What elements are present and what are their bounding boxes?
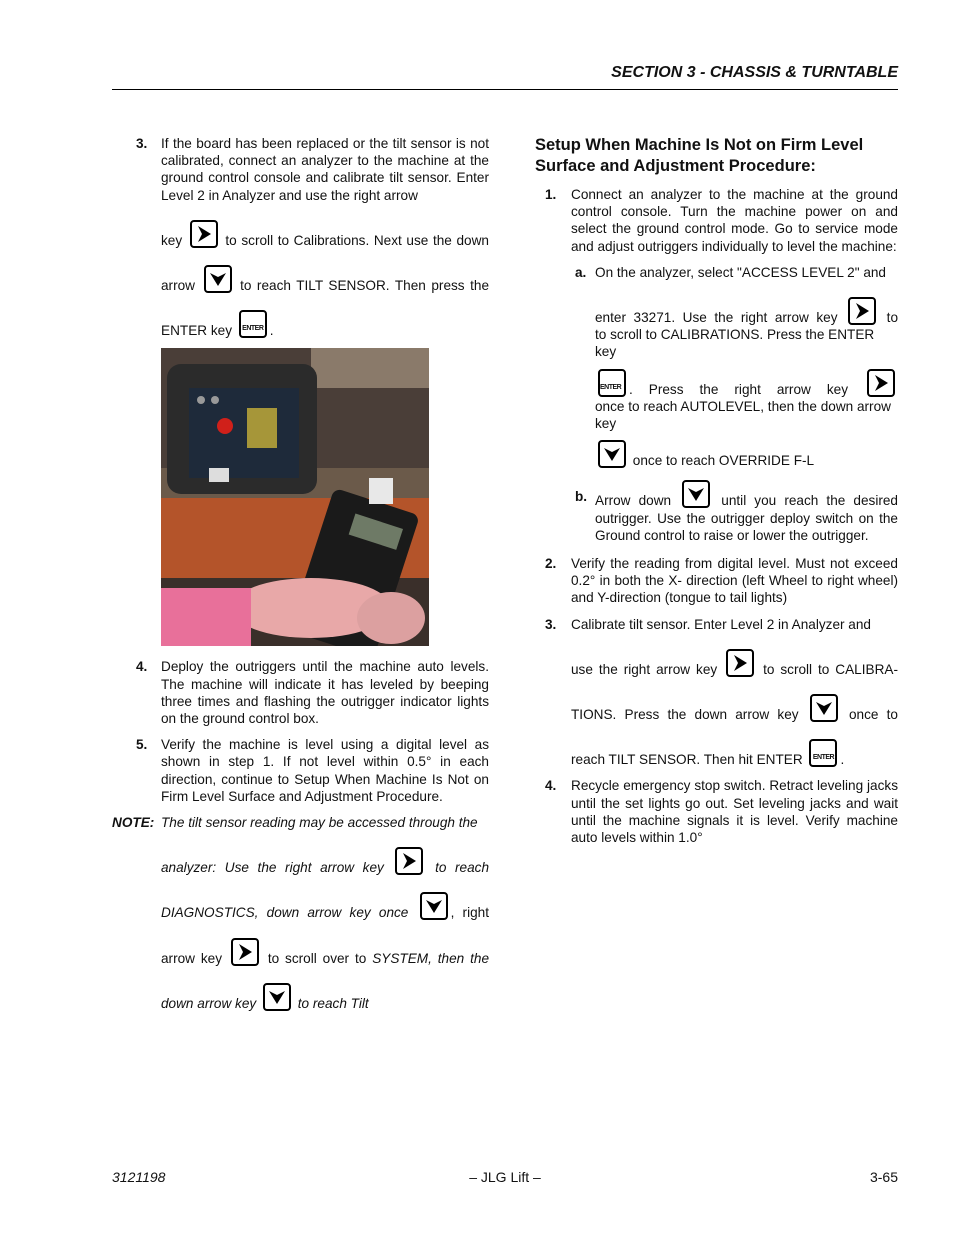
step-3-text-2: use the right arrow key xyxy=(571,661,718,677)
right-step-1 xyxy=(535,186,898,255)
down-arrow-key-icon xyxy=(420,892,448,920)
note-block xyxy=(112,814,489,1012)
substep-a-text-2: enter 33271. Use the right arrow key xyxy=(595,310,838,326)
note-text-4: DIAGNOSTICS, down arrow key once xyxy=(161,905,409,921)
right-arrow-key-icon xyxy=(867,369,895,397)
substep-a-line-2: enter 33271. Use the right arrow key to xyxy=(595,297,898,326)
substep-a-text-5: once to reach AUTOLEVEL, then the down arrow key xyxy=(595,398,891,432)
note-text-10: to reach Tilt xyxy=(297,995,369,1011)
note-text-5: , right xyxy=(450,905,489,921)
header-rule xyxy=(112,89,898,90)
step-3-text-1: Calibrate tilt sensor. Enter Level 2 in Analyzer and xyxy=(571,616,871,632)
note-text-2: analyzer: Use the right arrow key xyxy=(161,860,384,876)
note-line-1: The tilt sensor reading may be accessed through the xyxy=(161,815,478,831)
substep-b-para xyxy=(595,480,898,544)
note-text-9: down arrow key xyxy=(161,995,257,1011)
right-step-3-line-2 xyxy=(571,649,898,678)
step-number: 3. xyxy=(545,616,557,632)
right-step-3 xyxy=(535,616,898,769)
step-number: 1. xyxy=(545,187,557,202)
right-column xyxy=(535,135,898,855)
down-arrow-key-icon xyxy=(598,440,626,468)
note-label: NOTE: xyxy=(112,815,155,831)
note-line-4 xyxy=(161,938,489,967)
step-3-reach-text: to reach TILT SENSOR. Then press the xyxy=(240,278,490,294)
note-text-6: arrow key xyxy=(161,950,223,966)
step-3-text-7: . xyxy=(840,752,845,768)
step-number: 5. xyxy=(136,737,148,753)
left-step-5 xyxy=(112,736,489,805)
step-3-scroll-text: to scroll to Calibrations. Next use the down xyxy=(225,232,489,248)
step-3-line-key xyxy=(161,220,489,249)
right-step-3-line-3 xyxy=(571,694,898,723)
note-line-2 xyxy=(161,847,489,876)
step-3-arrow-text: arrow xyxy=(161,278,195,294)
substep-letter: b. xyxy=(575,489,588,505)
left-column xyxy=(112,135,489,1012)
right-arrow-key-icon xyxy=(726,649,754,677)
note-text-3: to reach xyxy=(435,860,490,876)
substep-a-text-4: . Press the right arrow key xyxy=(629,381,848,397)
step-3-text-6: reach TILT SENSOR. Then hit ENTER xyxy=(571,752,803,768)
note-text-7: to scroll over to xyxy=(267,950,367,966)
down-arrow-key-icon xyxy=(204,265,232,293)
footer-page-number: 3-65 xyxy=(869,1169,898,1185)
right-step-3-line-4 xyxy=(571,739,898,768)
right-substep-b xyxy=(571,480,898,544)
step-3-key-text: key xyxy=(161,232,183,248)
right-step-4 xyxy=(535,777,898,846)
step-number: 4. xyxy=(136,659,148,675)
substep-a-text-6: once to reach OVERRIDE F-L xyxy=(632,453,815,469)
step-5-text: Verify the machine is level using a digital level as shown in step 1. If not level within 0.5° in each direction, continue to Setup When Machine Is Not on Firm Level Surface and Adjustment Procedure. xyxy=(161,737,489,804)
step-1-text: Connect an analyzer to the machine at the ground control console. Turn the machine power on and select the ground control mode. Go to service mode and adjust outriggers individually to level the machine: xyxy=(571,187,898,254)
right-step-2 xyxy=(535,555,898,607)
right-arrow-key-icon xyxy=(848,297,876,325)
step-3-enter-text: ENTER key xyxy=(161,323,233,339)
substep-b-text-2: until you reach the desired outrigger. Use the outrigger deploy switch on the Ground control to raise or lower the outrigger. xyxy=(595,493,898,543)
right-arrow-key-icon xyxy=(395,847,423,875)
substep-a-text-1: On the analyzer, select "ACCESS LEVEL 2" and xyxy=(595,264,886,280)
note-line-5 xyxy=(161,983,489,1012)
enter-key-label: ENTER xyxy=(812,754,835,762)
analyzer-photo xyxy=(161,348,429,646)
step-3-text-4: TIONS. Press the down arrow key xyxy=(571,707,799,723)
substep-b-text-1: Arrow down xyxy=(595,493,672,509)
footer-doc-number: 3121198 xyxy=(112,1169,166,1185)
down-arrow-key-icon xyxy=(263,983,291,1011)
step-4-text: Recycle emergency stop switch. Retract leveling jacks until the set lights go out. Set leveling jacks and wait until the machine signals it is level. Verify machine auto levels within 1.0° xyxy=(571,778,898,846)
footer-company: – JLG Lift – xyxy=(469,1169,541,1185)
step-3-dot: . xyxy=(269,323,274,339)
section-header-title: SECTION 3 - CHASSIS & TURNTABLE xyxy=(611,64,898,81)
down-arrow-key-icon xyxy=(810,694,838,722)
substep-a-line-4 xyxy=(595,369,898,398)
step-3-text-3: to scroll to CALIBRA- xyxy=(763,661,898,677)
right-arrow-key-icon xyxy=(231,938,259,966)
step-number: 2. xyxy=(545,556,557,572)
enter-key-label: ENTER xyxy=(242,325,264,333)
note-line-3 xyxy=(161,892,489,921)
step-3-text-5: once to xyxy=(848,707,898,723)
substep-letter: a. xyxy=(575,264,587,280)
procedure-heading: Setup When Machine Is Not on Firm Level Surface and Adjustment Procedure: xyxy=(535,136,864,175)
step-4-text: Deploy the outriggers until the machine auto levels. The machine will indicate it has leveled by beeping three times and flashing the outrigger indicator lights on the ground control box. xyxy=(161,659,489,727)
step-number: 3. xyxy=(136,136,148,151)
step-3-line-enter xyxy=(161,310,489,339)
enter-key-icon xyxy=(809,739,837,767)
right-arrow-key-icon xyxy=(190,220,218,248)
enter-key-icon xyxy=(239,310,267,338)
note-text-8: SYSTEM, then the xyxy=(372,950,489,966)
left-step-3 xyxy=(112,135,489,339)
enter-key-label: ENTER xyxy=(600,383,622,391)
left-step-4 xyxy=(112,658,489,727)
substep-a-text-3: to scroll to CALIBRATIONS. Press the ENTER key xyxy=(595,327,875,360)
step-3-text-1: If the board has been replaced or the tilt sensor is not calibrated, connect an analyzer to the machine at the ground control console and calibrate tilt sensor. Enter Level 2 in Analyzer and use the right arrow xyxy=(161,136,489,203)
step-2-text: Verify the reading from digital level. Must not exceed 0.2° in both the X- direction (left Wheel to right wheel) and Y-direction (tongue to tail lights) xyxy=(571,556,898,606)
step-number: 4. xyxy=(545,778,557,794)
enter-key-icon xyxy=(598,369,626,397)
down-arrow-key-icon xyxy=(682,480,710,508)
right-substep-a xyxy=(571,264,898,470)
substep-a-line-6 xyxy=(595,440,898,469)
step-3-line-arrow xyxy=(161,265,489,294)
